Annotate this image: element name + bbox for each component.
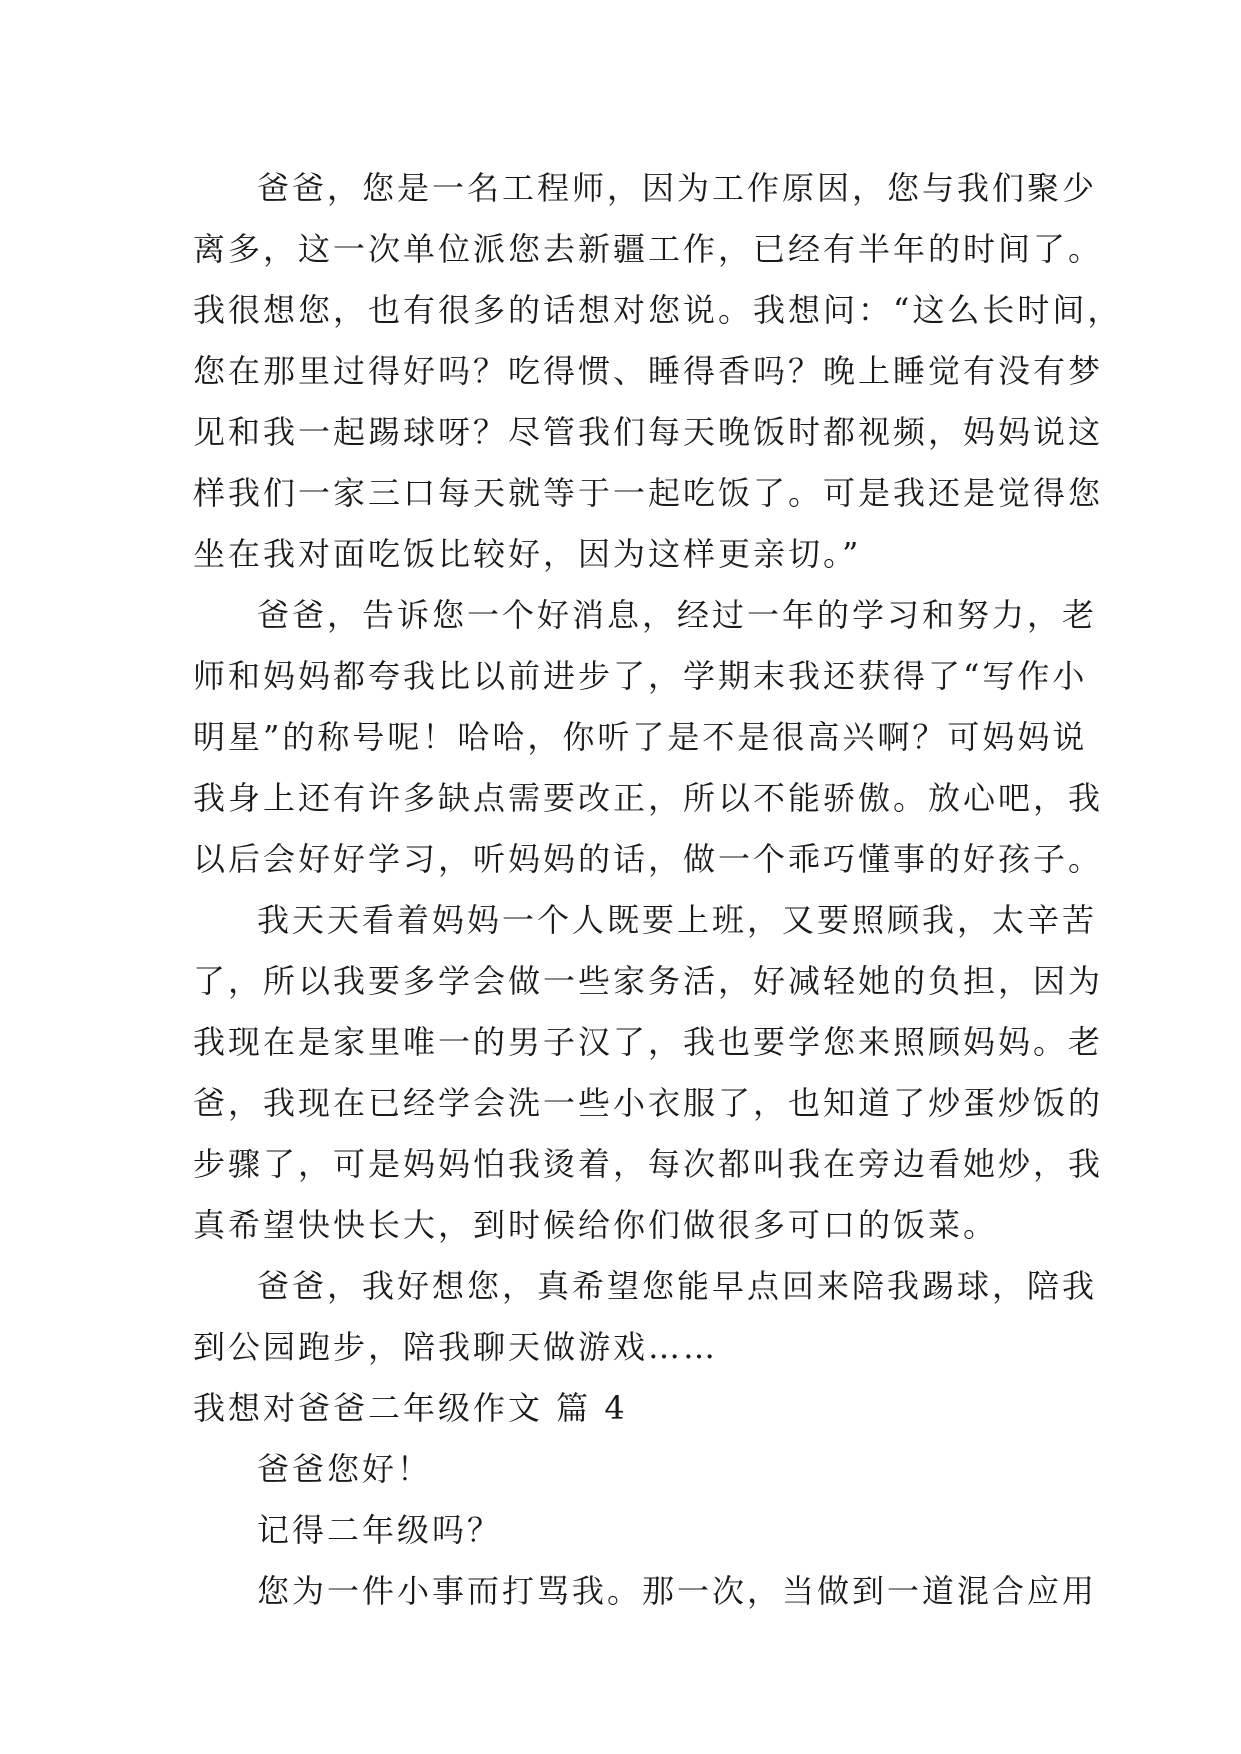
text-line: 以后会好好学习，听妈妈的话，做一个乖巧懂事的好孩子。: [193, 840, 1104, 878]
text-line: 真希望快快长大，到时候给你们做很多可口的饭菜。: [193, 1206, 999, 1244]
text-line: 步骤了，可是妈妈怕我烫着，每次都叫我在旁边看她炒，我: [193, 1145, 1104, 1183]
text-line: 师和妈妈都夸我比以前进步了，学期末我还获得了“写作小: [193, 657, 1088, 695]
text-line: 到公园跑步，陪我聊天做游戏……: [193, 1328, 719, 1366]
text-line: 我现在是家里唯一的男子汉了，我也要学您来照顾妈妈。老: [193, 1023, 1104, 1061]
text-line: 了，所以我要多学会做一些家务活，好减轻她的负担，因为: [193, 962, 1104, 1000]
section-heading: 我想对爸爸二年级作文 篇 4: [193, 1389, 628, 1427]
text-line: 爸爸，您是一名工程师，因为工作原因，您与我们聚少: [257, 169, 1098, 207]
text-line: 记得二年级吗？: [257, 1511, 503, 1549]
text-line: 离多，这一次单位派您去新疆工作，已经有半年的时间了。: [193, 230, 1104, 268]
text-line: 爸爸您好！: [257, 1450, 433, 1488]
text-line: 样我们一家三口每天就等于一起吃饭了。可是我还是觉得您: [193, 474, 1104, 512]
text-line: 爸，我现在已经学会洗一些小衣服了，也知道了炒蛋炒饭的: [193, 1084, 1104, 1122]
text-line: 我天天看着妈妈一个人既要上班，又要照顾我，太辛苦: [257, 901, 1098, 939]
document-body: [193, 158, 1123, 1622]
text-line: 我很想您，也有很多的话想对您说。我想问：“这么长时间，: [193, 291, 1123, 329]
text-line: 明星”的称号呢！哈哈，你听了是不是很高兴啊？可妈妈说: [193, 718, 1088, 756]
text-line: 爸爸，我好想您，真希望您能早点回来陪我踢球，陪我: [257, 1267, 1098, 1305]
text-line: 坐在我对面吃饭比较好，因为这样更亲切。”: [193, 535, 862, 573]
text-line: 爸爸，告诉您一个好消息，经过一年的学习和努力，老: [257, 596, 1098, 634]
text-line: 见和我一起踢球呀？尽管我们每天晚饭时都视频，妈妈说这: [193, 413, 1104, 451]
text-line: 您为一件小事而打骂我。那一次，当做到一道混合应用: [257, 1572, 1098, 1610]
text-line: 您在那里过得好吗？吃得惯、睡得香吗？晚上睡觉有没有梦: [193, 352, 1104, 390]
text-line: 我身上还有许多缺点需要改正，所以不能骄傲。放心吧，我: [193, 779, 1104, 817]
